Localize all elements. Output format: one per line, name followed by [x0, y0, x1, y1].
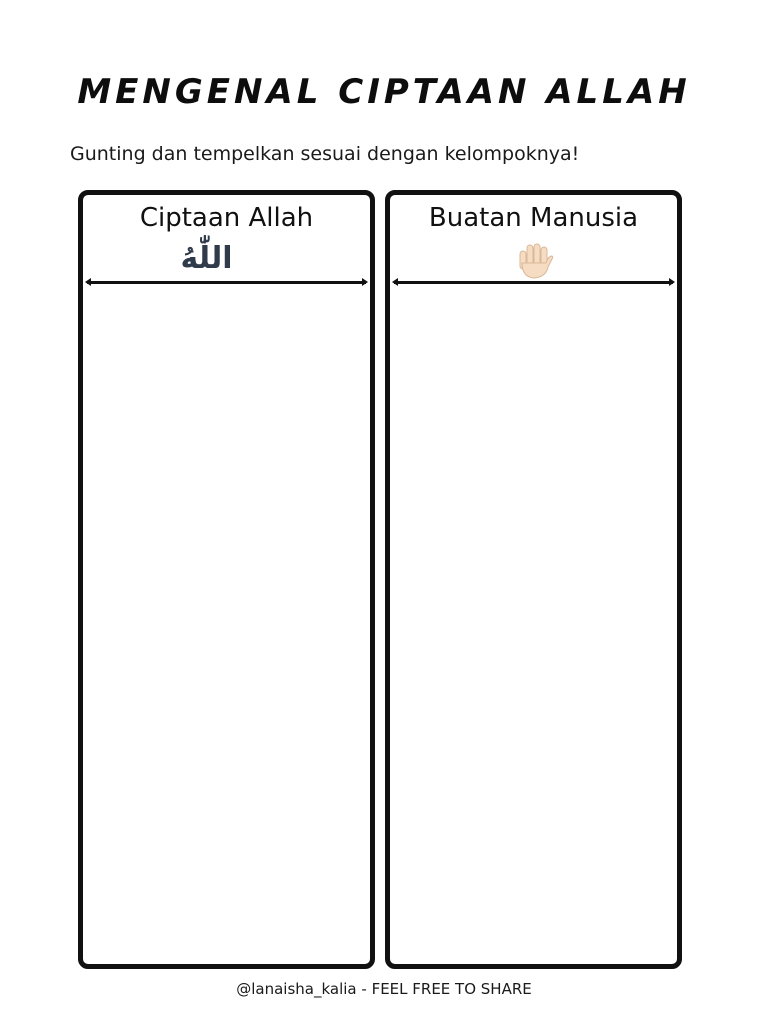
arabic-allah-calligraphy-icon: اللّٰهُ — [180, 241, 233, 276]
header-divider — [394, 281, 673, 284]
raised-hand-icon — [512, 241, 556, 281]
column-icon-wrapper — [83, 241, 370, 277]
column-header-ciptaan-allah: Ciptaan Allah — [139, 203, 314, 233]
footer-credit: @lanaisha_kalia - FEEL FREE TO SHARE — [236, 980, 532, 998]
instruction-text: Gunting dan tempelkan sesuai dengan kelompoknya! — [70, 143, 580, 165]
column-header-buatan-manusia: Buatan Manusia — [428, 203, 639, 233]
column-ciptaan-allah — [78, 190, 375, 969]
worksheet-title: MENGENAL CIPTAAN ALLAH — [77, 72, 691, 112]
header-divider — [87, 281, 366, 284]
column-buatan-manusia — [385, 190, 682, 969]
